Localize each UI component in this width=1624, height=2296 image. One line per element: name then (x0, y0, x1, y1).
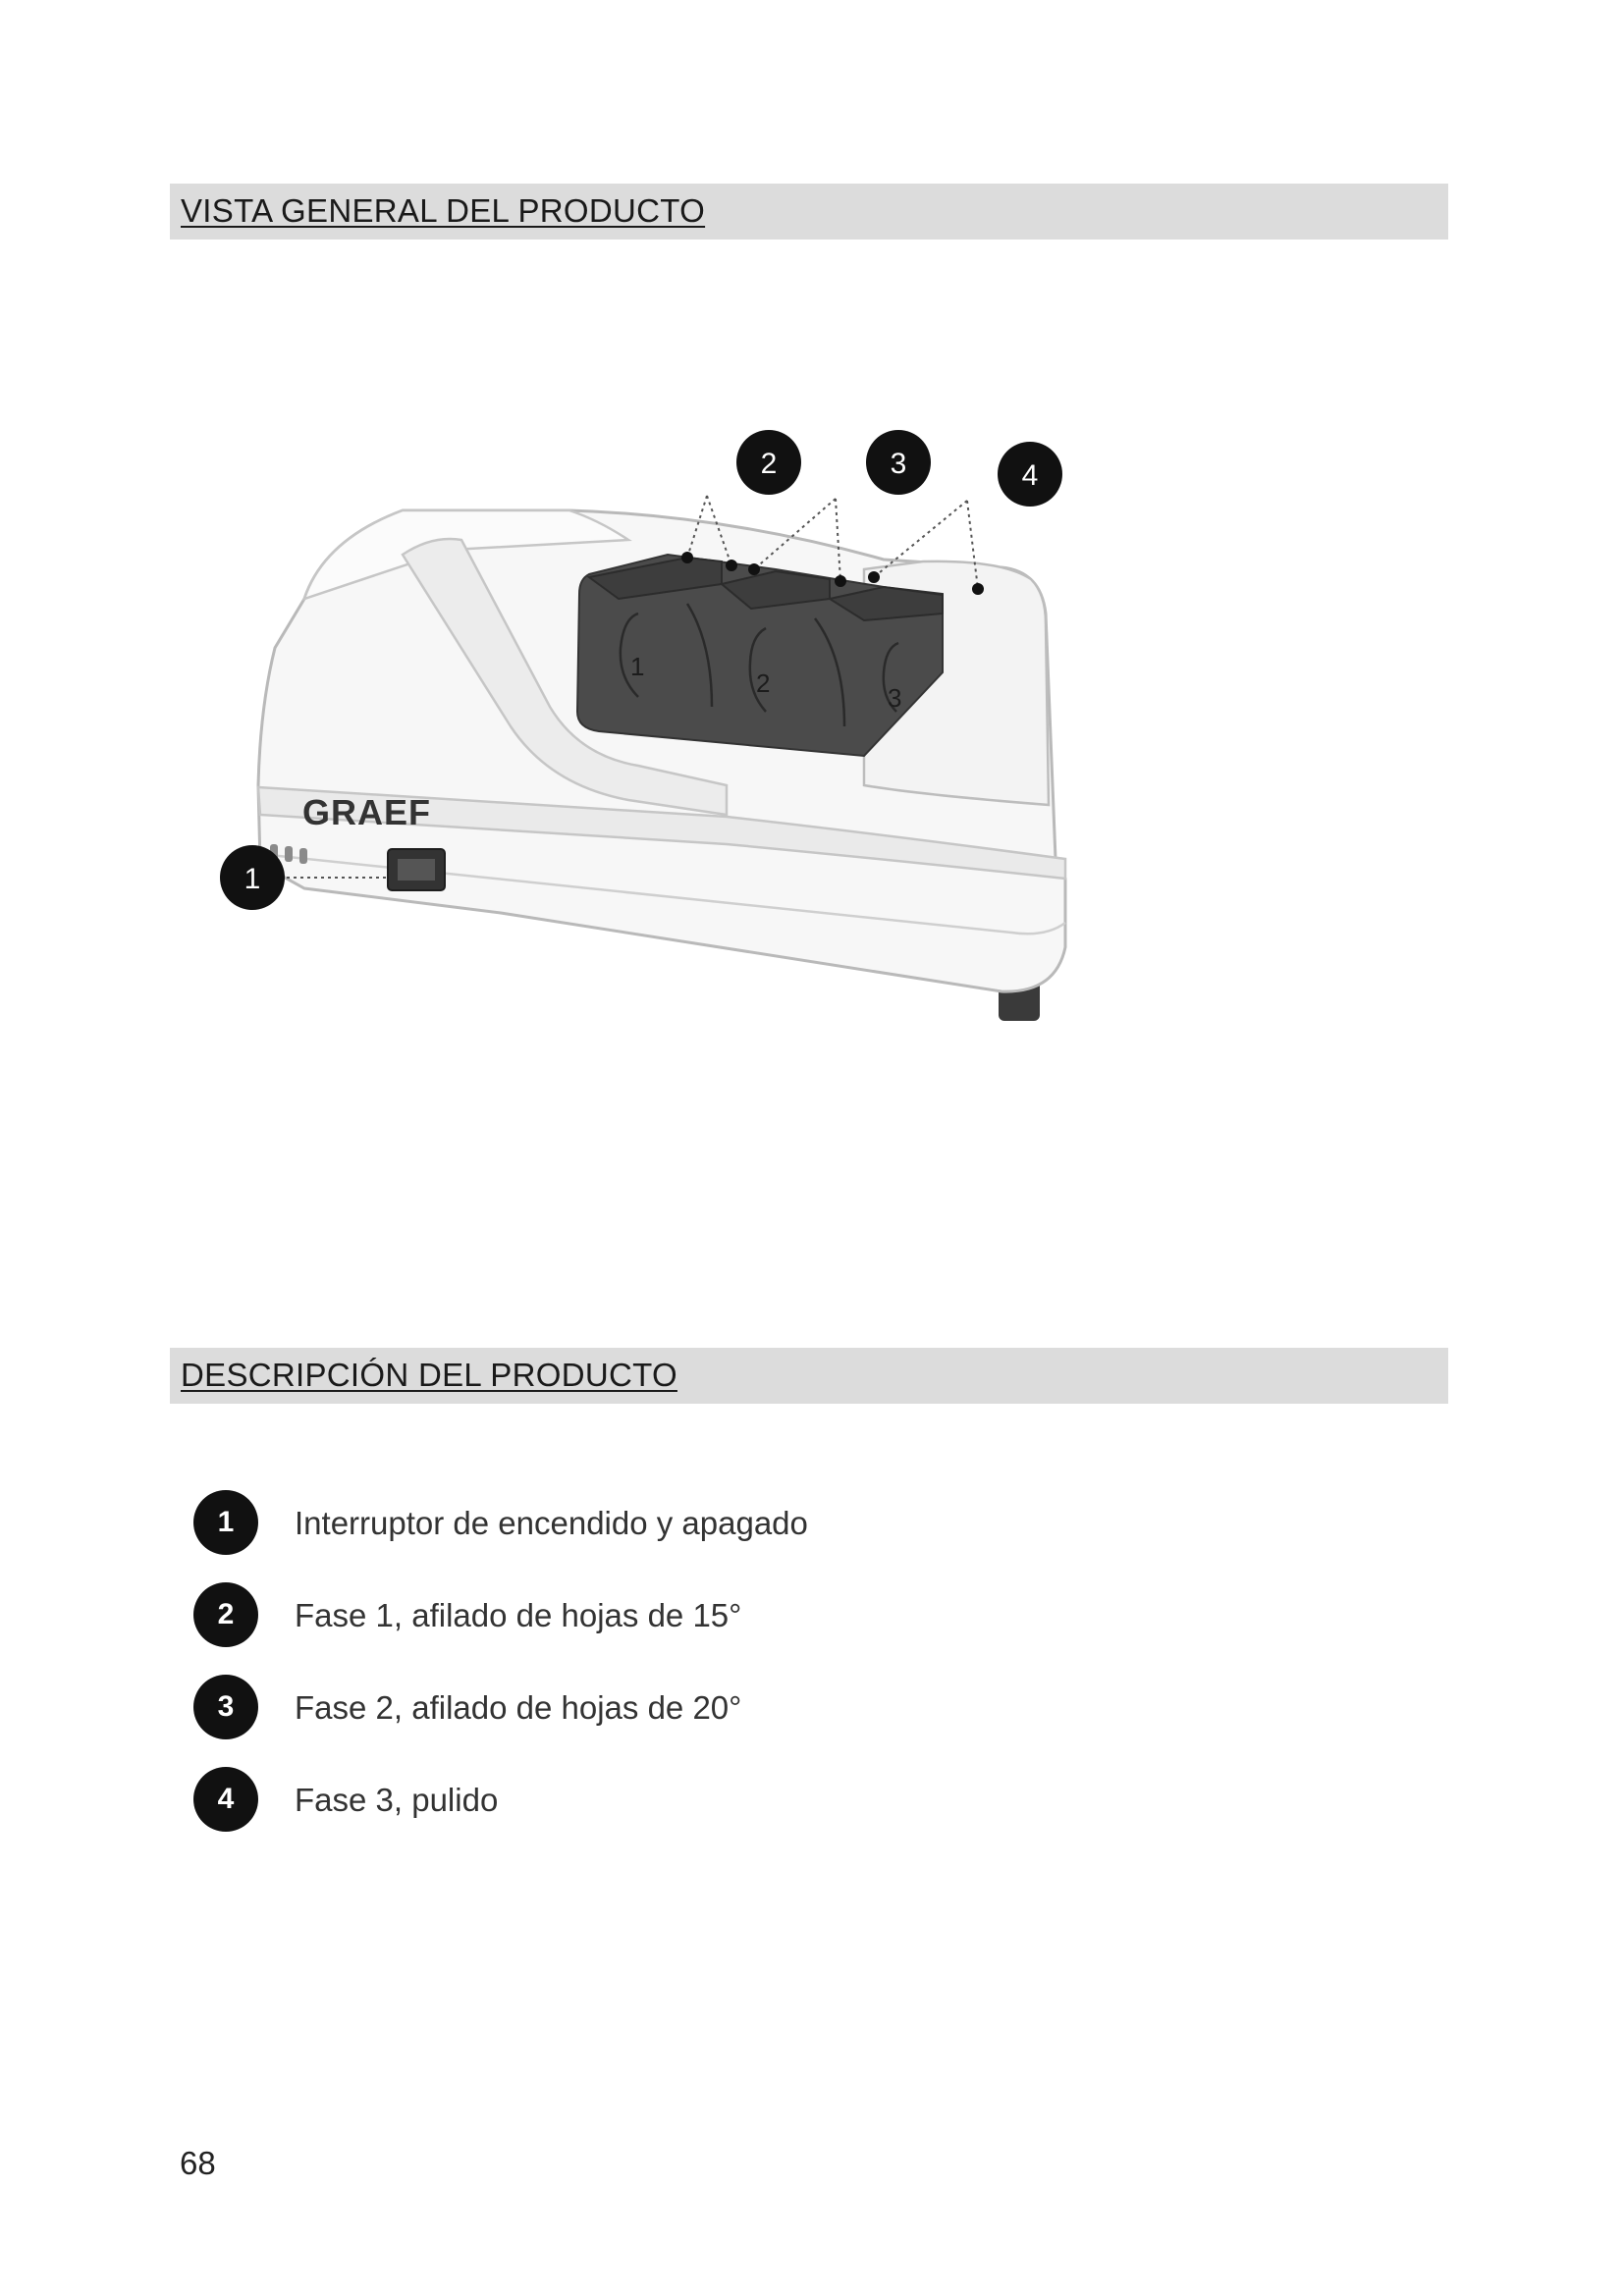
slot-label-1: 1 (630, 652, 645, 681)
legend-text: Interruptor de encendido y apagado (295, 1505, 808, 1541)
callout-3 (866, 430, 931, 495)
knife-sharpener-illustration (177, 412, 1188, 1041)
svg-text:2: 2 (760, 448, 778, 480)
callout-4 (998, 442, 1062, 507)
brand-logo: GRAEF (302, 792, 431, 832)
legend-number-badge: 1 (193, 1490, 258, 1555)
svg-text:3: 3 (890, 448, 907, 480)
callout-2 (736, 430, 801, 495)
page-number: 68 (180, 2145, 216, 2181)
overview-title: VISTA GENERAL DEL PRODUCTO (181, 192, 706, 229)
legend-number-badge: 4 (193, 1767, 258, 1832)
callout-1 (220, 845, 285, 910)
overview-header-bar (170, 184, 1448, 240)
slot-label-2: 2 (756, 668, 771, 698)
description-header-bar (170, 1348, 1448, 1404)
legend-text: Fase 1, afilado de hojas de 15° (295, 1597, 742, 1633)
legend-text: Fase 3, pulido (295, 1782, 499, 1818)
svg-text:4: 4 (1021, 459, 1039, 492)
svg-text:1: 1 (244, 863, 261, 895)
legend-number-badge: 3 (193, 1675, 258, 1739)
legend-number-badge: 2 (193, 1582, 258, 1647)
description-title: DESCRIPCIÓN DEL PRODUCTO (181, 1357, 677, 1393)
legend-text: Fase 2, afilado de hojas de 20° (295, 1689, 742, 1726)
slot-label-3: 3 (888, 683, 902, 713)
